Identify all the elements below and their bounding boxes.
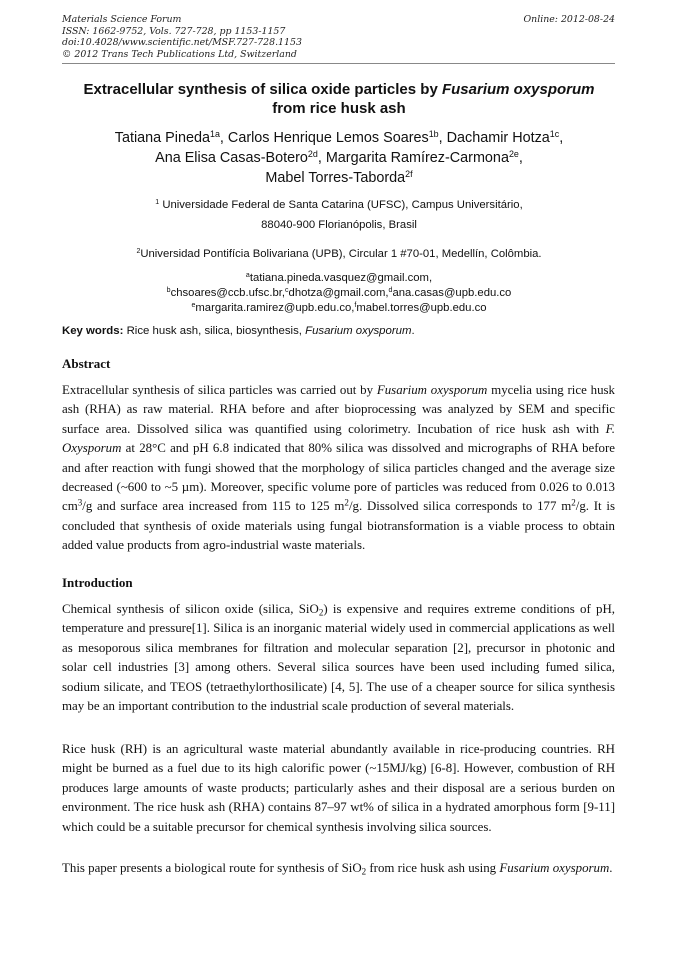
text-run: mycelia using rice husk ash (RHA) as raw material. RHA before and after bioprocessing was analyzed by SEM and specific surface area. Dissolved silica was quantified using colorimetry. Incubation of rice husk ash with <box>62 383 615 436</box>
journal-name: Materials Science Forum <box>62 14 182 25</box>
email-mark: f <box>354 302 357 310</box>
doi-line[interactable]: doi:10.4028/www.scientific.net/MSF.727-728.1153 <box>62 37 302 49</box>
email-link[interactable]: chsoares@ccb.ufsc.br, <box>170 287 286 299</box>
author-affil-mark: 2d <box>307 149 318 160</box>
email-link[interactable]: mabel.torres@upb.edu.co <box>356 302 487 314</box>
subscript: 2 <box>361 866 367 877</box>
email-mark: d <box>388 287 393 295</box>
text-run: Extracellular synthesis of silica particles was carried out by <box>62 383 377 397</box>
text-run: ) is expensive and requires extreme conditions of pH, temperature and pressure[1]. Silica is an inorganic material widely used in commercial applications as well as mesoporous silica membranes for filtration and molecular separation [2], precursor in photonic and solar cell industries [3] among others. Several silica sources have been used including fumed silica, sodium silicate, and TEOS (tetraethylorthosilicate) [4, 5]. The use of a cheaper source for silica synthesis may be an important contribution to the industrial scale production of several materials. <box>62 602 615 714</box>
author-affil-mark: 1c <box>549 129 560 140</box>
author-name: Carlos Henrique Lemos Soares <box>227 130 429 146</box>
author-affil-mark: 2f <box>405 169 413 180</box>
superscript: 2 <box>571 497 576 508</box>
author-name: Dachamir Hotza <box>446 130 550 146</box>
affiliation-text: Universidade Federal de Santa Catarina (UFSC), Campus Universitário, <box>162 199 523 211</box>
author-affil-mark: 2e <box>508 149 519 160</box>
text-run: This paper presents a biological route for synthesis of SiO <box>62 861 362 875</box>
keywords-species: Fusarium oxysporum <box>305 325 412 337</box>
keywords-label: Key words: <box>62 325 124 337</box>
author-name: Ana Elisa Casas-Botero <box>155 150 308 166</box>
paper-title <box>50 80 628 118</box>
email-mark: c <box>285 287 289 295</box>
text-run: /g and surface area increased from 115 to 125 m <box>82 499 345 514</box>
header-divider <box>62 63 615 64</box>
affiliation-mark: 1 <box>155 199 160 207</box>
intro-paragraph-3 <box>62 859 615 878</box>
abstract-paragraph <box>62 381 615 556</box>
species-name: F. Oxysporum <box>62 421 615 456</box>
introduction-heading: Introduction <box>62 575 133 590</box>
author-list: Tatiana Pineda$^{1a}$, Carlos Henrique Lemos Soares$^{1b}$, Dachamir Hotza$^{1c}$, Ana Elisa Casas-Botero$^{2d}$, Margarita Ramírez-Carmona$^{2e}$, Mabel Torres-Taborda$^{2f}$ <box>114 129 564 186</box>
text-run: from rice husk ash using <box>366 861 500 875</box>
keywords-text: Rice husk ash, silica, biosynthesis, <box>123 325 306 337</box>
title-species: Fusarium oxysporum <box>441 81 595 98</box>
email-link[interactable]: tatiana.pineda.vasquez@gmail.com, <box>249 272 433 284</box>
species-name: Fusarium oxysporum <box>376 383 488 397</box>
journal-header <box>62 14 615 60</box>
keywords-end: . <box>411 325 415 337</box>
intro-paragraph-1 <box>62 600 615 716</box>
email-list <box>50 271 628 316</box>
affiliation-2 <box>50 244 628 264</box>
superscript: 3 <box>77 497 83 508</box>
abstract-heading: Abstract <box>62 356 111 371</box>
author-name: Margarita Ramírez-Carmona <box>325 150 509 166</box>
online-date: Online: 2012-08-24 <box>523 14 615 25</box>
affiliation-1 <box>50 195 628 235</box>
email-mark: a <box>245 272 250 280</box>
species-name: Fusarium oxysporum <box>499 861 610 875</box>
email-link[interactable]: dhotza@gmail.com, <box>288 287 389 299</box>
keywords-line <box>62 324 615 339</box>
text-run: Chemical synthesis of silicon oxide (silica, SiO <box>62 602 319 616</box>
intro-paragraph-2: Rice husk (RH) is an agricultural waste material abundantly available in rice-producing countries. RH might be burned as a fuel due to its high calorific power (~15MJ/kg) [6-8]. However, combustion of RH produces large amounts of waste products; particularly ashes and their disposal are a serious burden on environment. The rice husk ash (RHA) contains 87–97 wt% of silica in a hydrated amorphous form [9-11] which could be a suitable precursor for chemical synthesis involving silica sources. <box>62 742 615 834</box>
affiliation-text: Universidad Pontifícia Bolivariana (UPB), Circular 1 #70-01, Medellín, Colômbia. <box>140 248 542 260</box>
text-run: . <box>609 861 613 875</box>
subscript: 2 <box>318 607 324 618</box>
author-affil-mark: 1a <box>210 129 220 140</box>
author-name: Mabel Torres-Taborda <box>265 170 406 186</box>
text-run: at 28°C and pH 6.8 indicated that 80% silica was dissolved and micrographs of RHA before and after reaction with fungi showed that the morphology of silica particles changed and the average size decreased (~600 to ~5 µm). Moreover, specific volume pore of particles was reduced from 0.026 to 0.013 cm <box>62 441 615 514</box>
email-mark: b <box>166 287 171 295</box>
email-link[interactable]: margarita.ramirez@upb.edu.co, <box>195 302 355 314</box>
affiliation-mark: 2 <box>136 248 141 256</box>
text-run: /g. Dissolved silica corresponds to 177 m <box>348 499 572 514</box>
author-name: Tatiana Pineda <box>114 130 210 146</box>
text-run: /g. It is concluded that synthesis of oxide materials using fungal biotransformation is a viable process to obtain added value products from agro-industrial waste materials. <box>62 499 615 553</box>
title-text: Extracellular synthesis of silica oxide particles by <box>83 81 442 98</box>
email-mark: e <box>191 302 196 310</box>
author-affil-mark: 1b <box>428 129 439 140</box>
affiliation-text: 88040-900 Florianópolis, Brasil <box>261 219 417 231</box>
issn-line: ISSN: 1662-9752, Vols. 727-728, pp 1153-1157 <box>62 25 286 37</box>
copyright-line: © 2012 Trans Tech Publications Ltd, Switzerland <box>62 48 297 60</box>
superscript: 2 <box>344 497 349 508</box>
title-text-end: from rice husk ash <box>272 100 406 117</box>
email-link[interactable]: ana.casas@upb.edu.co <box>392 287 512 299</box>
